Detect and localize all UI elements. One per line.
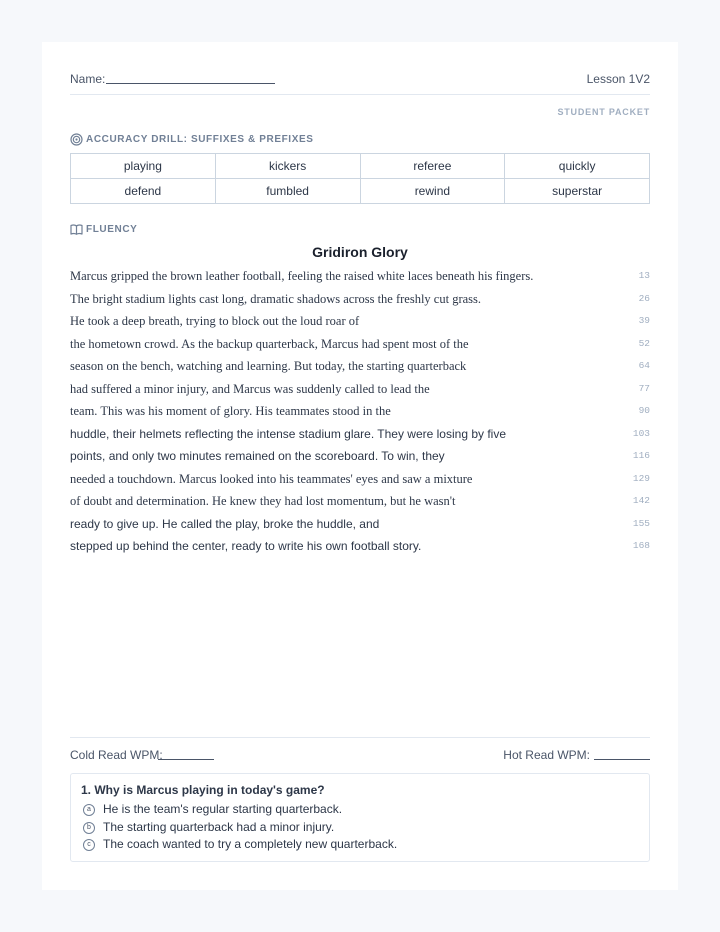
word-grid bbox=[70, 153, 650, 204]
name-field[interactable] bbox=[106, 83, 275, 84]
word-cell: defend bbox=[71, 179, 216, 204]
line-text: had suffered a minor injury, and Marcus was suddenly called to lead the bbox=[70, 381, 430, 396]
passage-line bbox=[70, 515, 650, 538]
word-count: 26 bbox=[638, 292, 650, 304]
word-cell: superstar bbox=[505, 179, 650, 204]
passage-line bbox=[70, 380, 650, 403]
line-text: needed a touchdown. Marcus looked into his teammates' eyes and saw a mixture bbox=[70, 471, 473, 486]
option-bubble[interactable]: b bbox=[83, 822, 95, 834]
line-text: The bright stadium lights cast long, dramatic shadows across the freshly cut grass. bbox=[70, 291, 482, 306]
question-text: 1. Why is Marcus playing in today's game? bbox=[81, 783, 325, 797]
passage-line bbox=[70, 357, 650, 380]
book-icon bbox=[70, 223, 83, 236]
word-row bbox=[71, 154, 650, 179]
cold-read-wpm bbox=[70, 748, 220, 764]
word-count: 142 bbox=[632, 495, 650, 506]
word-count: 90 bbox=[638, 405, 650, 416]
word-cell: quickly bbox=[505, 154, 650, 179]
passage bbox=[70, 267, 650, 560]
hot-read-field[interactable] bbox=[594, 759, 650, 760]
word-count: 52 bbox=[638, 337, 650, 349]
line-text: the hometown crowd. As the backup quarterback, Marcus had spent most of the bbox=[70, 336, 469, 351]
fluency-heading-text: FLUENCY bbox=[86, 224, 138, 235]
hot-read-label: Hot Read WPM: bbox=[503, 748, 590, 762]
hot-read-wpm bbox=[503, 748, 650, 764]
worksheet-page bbox=[42, 42, 678, 890]
target-icon bbox=[70, 133, 83, 146]
passage-line bbox=[70, 537, 650, 560]
passage-line bbox=[70, 290, 650, 313]
story-title: Gridiron Glory bbox=[312, 244, 408, 260]
line-text: season on the bench, watching and learning. But today, the starting quarterback bbox=[70, 359, 467, 373]
word-cell: rewind bbox=[360, 179, 505, 204]
line-text: team. This was his moment of glory. His teammates stood in the bbox=[70, 404, 391, 418]
word-cell: kickers bbox=[215, 154, 360, 179]
line-text: points, and only two minutes remained on the scoreboard. To win, they bbox=[70, 449, 445, 463]
option-text: The coach wanted to try a completely new quarterback. bbox=[103, 837, 398, 851]
cold-read-label: Cold Read WPM: bbox=[70, 748, 163, 762]
line-text: huddle, their helmets reflecting the intense stadium glare. They were losing by five bbox=[70, 426, 507, 441]
word-count: 155 bbox=[632, 517, 650, 529]
line-text: of doubt and determination. He knew they had lost momentum, but he wasn't bbox=[70, 494, 456, 508]
line-text: He took a deep breath, trying to block out the loud roar of bbox=[70, 314, 360, 328]
option-text: The starting quarterback had a minor injury. bbox=[103, 820, 335, 834]
word-count: 129 bbox=[632, 472, 650, 484]
word-cell: playing bbox=[71, 154, 216, 179]
word-cell: fumbled bbox=[215, 179, 360, 204]
word-count: 77 bbox=[638, 382, 650, 394]
passage-line bbox=[70, 425, 650, 448]
option-bubble[interactable]: c bbox=[83, 839, 95, 851]
option-text: He is the team's regular starting quarterback. bbox=[103, 802, 343, 816]
passage-line bbox=[70, 267, 650, 290]
header-divider bbox=[70, 94, 650, 95]
word-row bbox=[71, 179, 650, 204]
option-bubble[interactable]: a bbox=[83, 804, 95, 816]
word-count: 39 bbox=[638, 315, 650, 326]
word-count: 168 bbox=[632, 540, 650, 551]
word-count: 64 bbox=[638, 360, 650, 371]
word-count: 103 bbox=[632, 427, 650, 439]
drill-heading-text: ACCURACY DRILL: SUFFIXES & PREFIXES bbox=[86, 134, 314, 145]
word-count: 13 bbox=[638, 270, 650, 281]
word-count: 116 bbox=[632, 450, 650, 461]
comprehension-question bbox=[70, 773, 650, 862]
line-text: stepped up behind the center, ready to write his own football story. bbox=[70, 539, 422, 553]
passage-line bbox=[70, 335, 650, 358]
wpm-divider bbox=[70, 737, 650, 738]
passage-line bbox=[70, 312, 650, 335]
passage-line bbox=[70, 492, 650, 515]
line-text: ready to give up. He called the play, broke the huddle, and bbox=[70, 516, 380, 531]
cold-read-field[interactable] bbox=[158, 759, 214, 760]
name-label: Name: bbox=[70, 72, 106, 86]
passage-line bbox=[70, 447, 650, 470]
lesson-label: Lesson 1V2 bbox=[586, 72, 650, 86]
passage-line bbox=[70, 470, 650, 493]
line-text: Marcus gripped the brown leather football, feeling the raised white laces beneath his fingers. bbox=[70, 269, 534, 283]
packet-label: STUDENT PACKET bbox=[557, 107, 650, 117]
header-row bbox=[70, 72, 650, 88]
passage-line bbox=[70, 402, 650, 425]
word-cell: referee bbox=[360, 154, 505, 179]
